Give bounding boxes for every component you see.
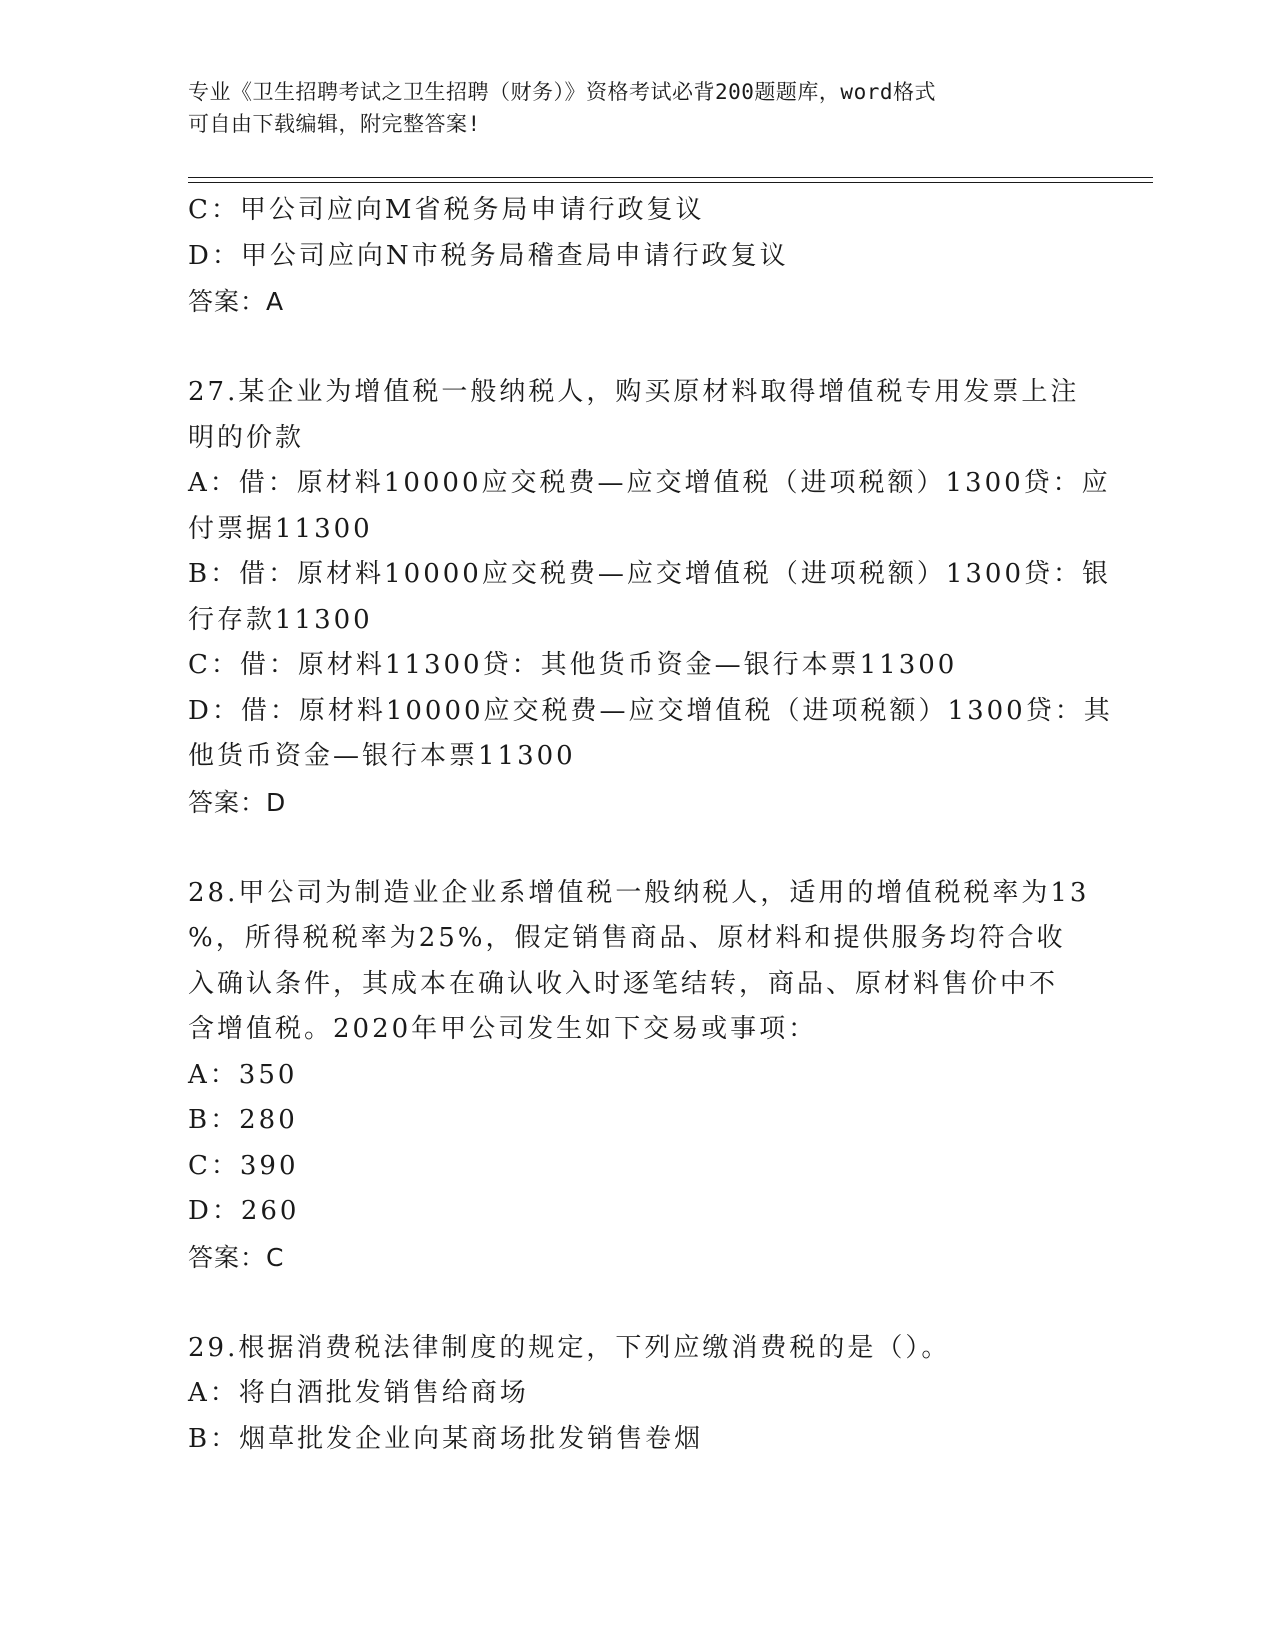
question-content (188, 188, 1113, 1462)
option-a: A：将白酒批发销售给商场 (188, 1378, 529, 1408)
question-stem: %，所得税税率为25%，假定销售商品、原材料和提供服务均符合收 (188, 923, 1066, 953)
option-c: C：借：原材料11300贷：其他货币资金—银行本票11300 (188, 650, 958, 680)
question-27 (188, 370, 1113, 825)
option-a: 付票据11300 (188, 513, 373, 544)
option-b: B：烟草批发企业向某商场批发销售卷烟 (188, 1423, 704, 1454)
option-a: A：350 (188, 1059, 298, 1090)
header-divider-bottom (188, 182, 1153, 183)
option-b: 行存款11300 (188, 604, 373, 635)
option-c: C：390 (188, 1150, 299, 1181)
question-stem: 29.根据消费税法律制度的规定，下列应缴消费税的是（）。 (188, 1332, 951, 1363)
option-a: A：借：原材料10000应交税费—应交增值税（进项税额）1300贷：应 (188, 468, 1111, 498)
header-line-2: 可自由下载编辑，附完整答案! (188, 112, 481, 136)
option-c: C：甲公司应向M省税务局申请行政复议 (188, 195, 705, 225)
question-stem: 27.某企业为增值税一般纳税人，购买原材料取得增值税专用发票上注 (188, 377, 1080, 407)
question-stem: 明的价款 (188, 422, 305, 453)
header-line-1: 专业《卫生招聘考试之卫生招聘（财务）》资格考试必背200题题库，word格式 (188, 80, 936, 104)
option-b: B：借：原材料10000应交税费—应交增值税（进项税额）1300贷：银 (188, 559, 1111, 589)
option-b: B：280 (188, 1105, 298, 1135)
document-header (188, 76, 1068, 140)
question-stem: 入确认条件，其成本在确认收入时逐笔结转，商品、原材料售价中不 (188, 968, 1059, 999)
option-d: 他货币资金—银行本票11300 (188, 741, 576, 771)
answer-label: 答案：D (188, 787, 287, 817)
option-d: D：借：原材料10000应交税费—应交增值税（进项税额）1300贷：其 (188, 695, 1113, 726)
question-28 (188, 871, 1088, 1281)
option-d: D：260 (188, 1196, 300, 1226)
question-26 (188, 188, 1088, 325)
answer-label: 答案：C (188, 1242, 285, 1272)
question-29 (188, 1326, 1088, 1463)
question-stem: 含增值税。2020年甲公司发生如下交易或事项： (188, 1014, 818, 1044)
question-stem: 28.甲公司为制造业企业系增值税一般纳税人，适用的增值税税率为13 (188, 877, 1090, 908)
answer-label: 答案：A (188, 287, 285, 316)
header-divider-top (188, 177, 1153, 178)
option-d: D：甲公司应向N市税务局稽查局申请行政复议 (188, 240, 789, 271)
